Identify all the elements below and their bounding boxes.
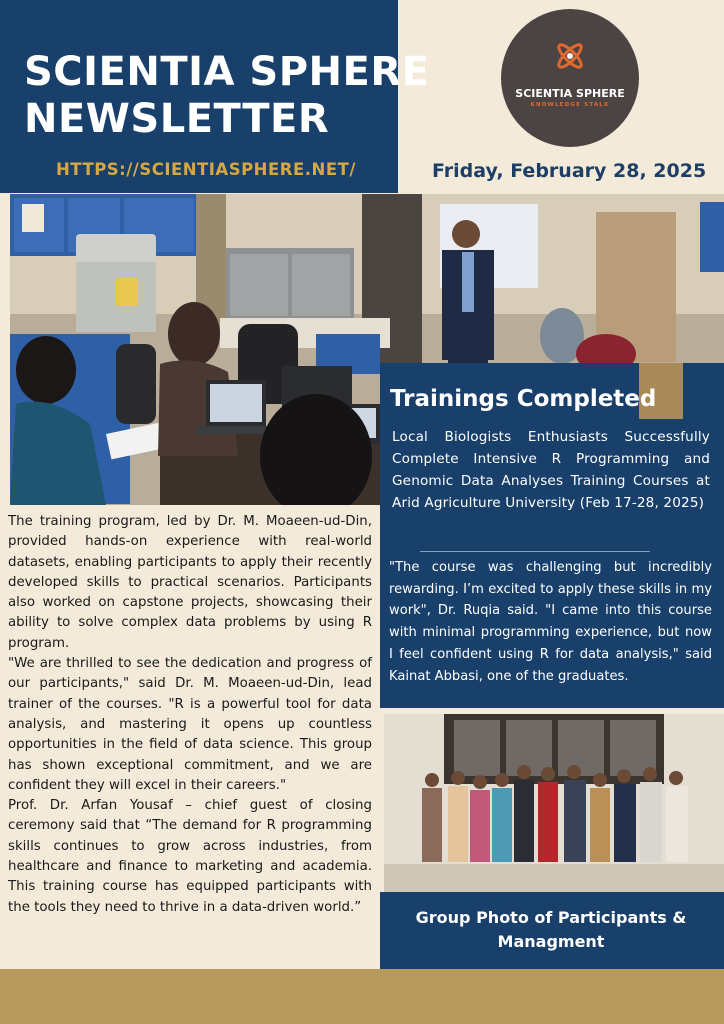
trainings-heading: Trainings Completed <box>390 386 657 412</box>
newsletter-title-line1: SCIENTIA SPHERE <box>24 49 430 95</box>
article-paragraph-2: "We are thrilled to see the dedication and progress of our participants," said Dr. M. Moaeen-ud-Din, lead trainer of the courses. "R is a powerful tool for data analysis, and mastering it opens up countless opportunities in the field of data science. This group has shown exceptional commitment, and we are confident they will excel in their careers." <box>8 656 372 793</box>
logo-name: SCIENTIA SPHERE <box>515 87 625 100</box>
article-paragraph-1: The training program, led by Dr. M. Moaeen-ud-Din, provided hands-on experience with real-world datasets, enabling participants to apply their recently developed skills to practical scenarios. Participants also worked on capstone projects, showcasing their ability to solve complex data problems by using R program. <box>8 514 372 651</box>
footer-band <box>0 969 724 1024</box>
group-scene-illustration <box>384 714 724 892</box>
website-link[interactable]: HTTPS://SCIENTIASPHERE.NET/ <box>56 160 356 179</box>
logo-tagline: KNOWLEDGE STALK <box>530 102 610 108</box>
atom-icon <box>553 39 587 73</box>
group-photo-caption: Group Photo of Participants & Managment <box>415 908 687 951</box>
newsletter-title-line2: NEWSLETTER <box>24 96 330 142</box>
group-photo <box>384 714 724 892</box>
trainings-subheading: Local Biologists Enthusiasts Successfully Complete Intensive R Programming and Genomic Data Analyses Training Courses at Arid Agriculture University (Feb 17-28, 2025) <box>392 429 710 511</box>
section-divider <box>420 551 650 552</box>
scientia-sphere-logo <box>501 9 639 147</box>
issue-date: Friday, February 28, 2025 <box>432 160 707 182</box>
article-body <box>8 512 372 918</box>
article-paragraph-3: Prof. Dr. Arfan Yousaf – chief guest of closing ceremony said that “The demand for R programming skills continues to grow across industries, from healthcare and finance to marketing and academia. This training course has equipped participants with the tools they need to thrive in a data-driven world.” <box>8 798 372 915</box>
graduate-quote: "The course was challenging but incredibly rewarding. I’m excited to apply these skills in my work", Dr. Ruqia said. "I came into this course with minimal programming experience, but now I feel confident using R for data analysis," said Kainat Abbasi, one of the graduates. <box>389 560 712 684</box>
